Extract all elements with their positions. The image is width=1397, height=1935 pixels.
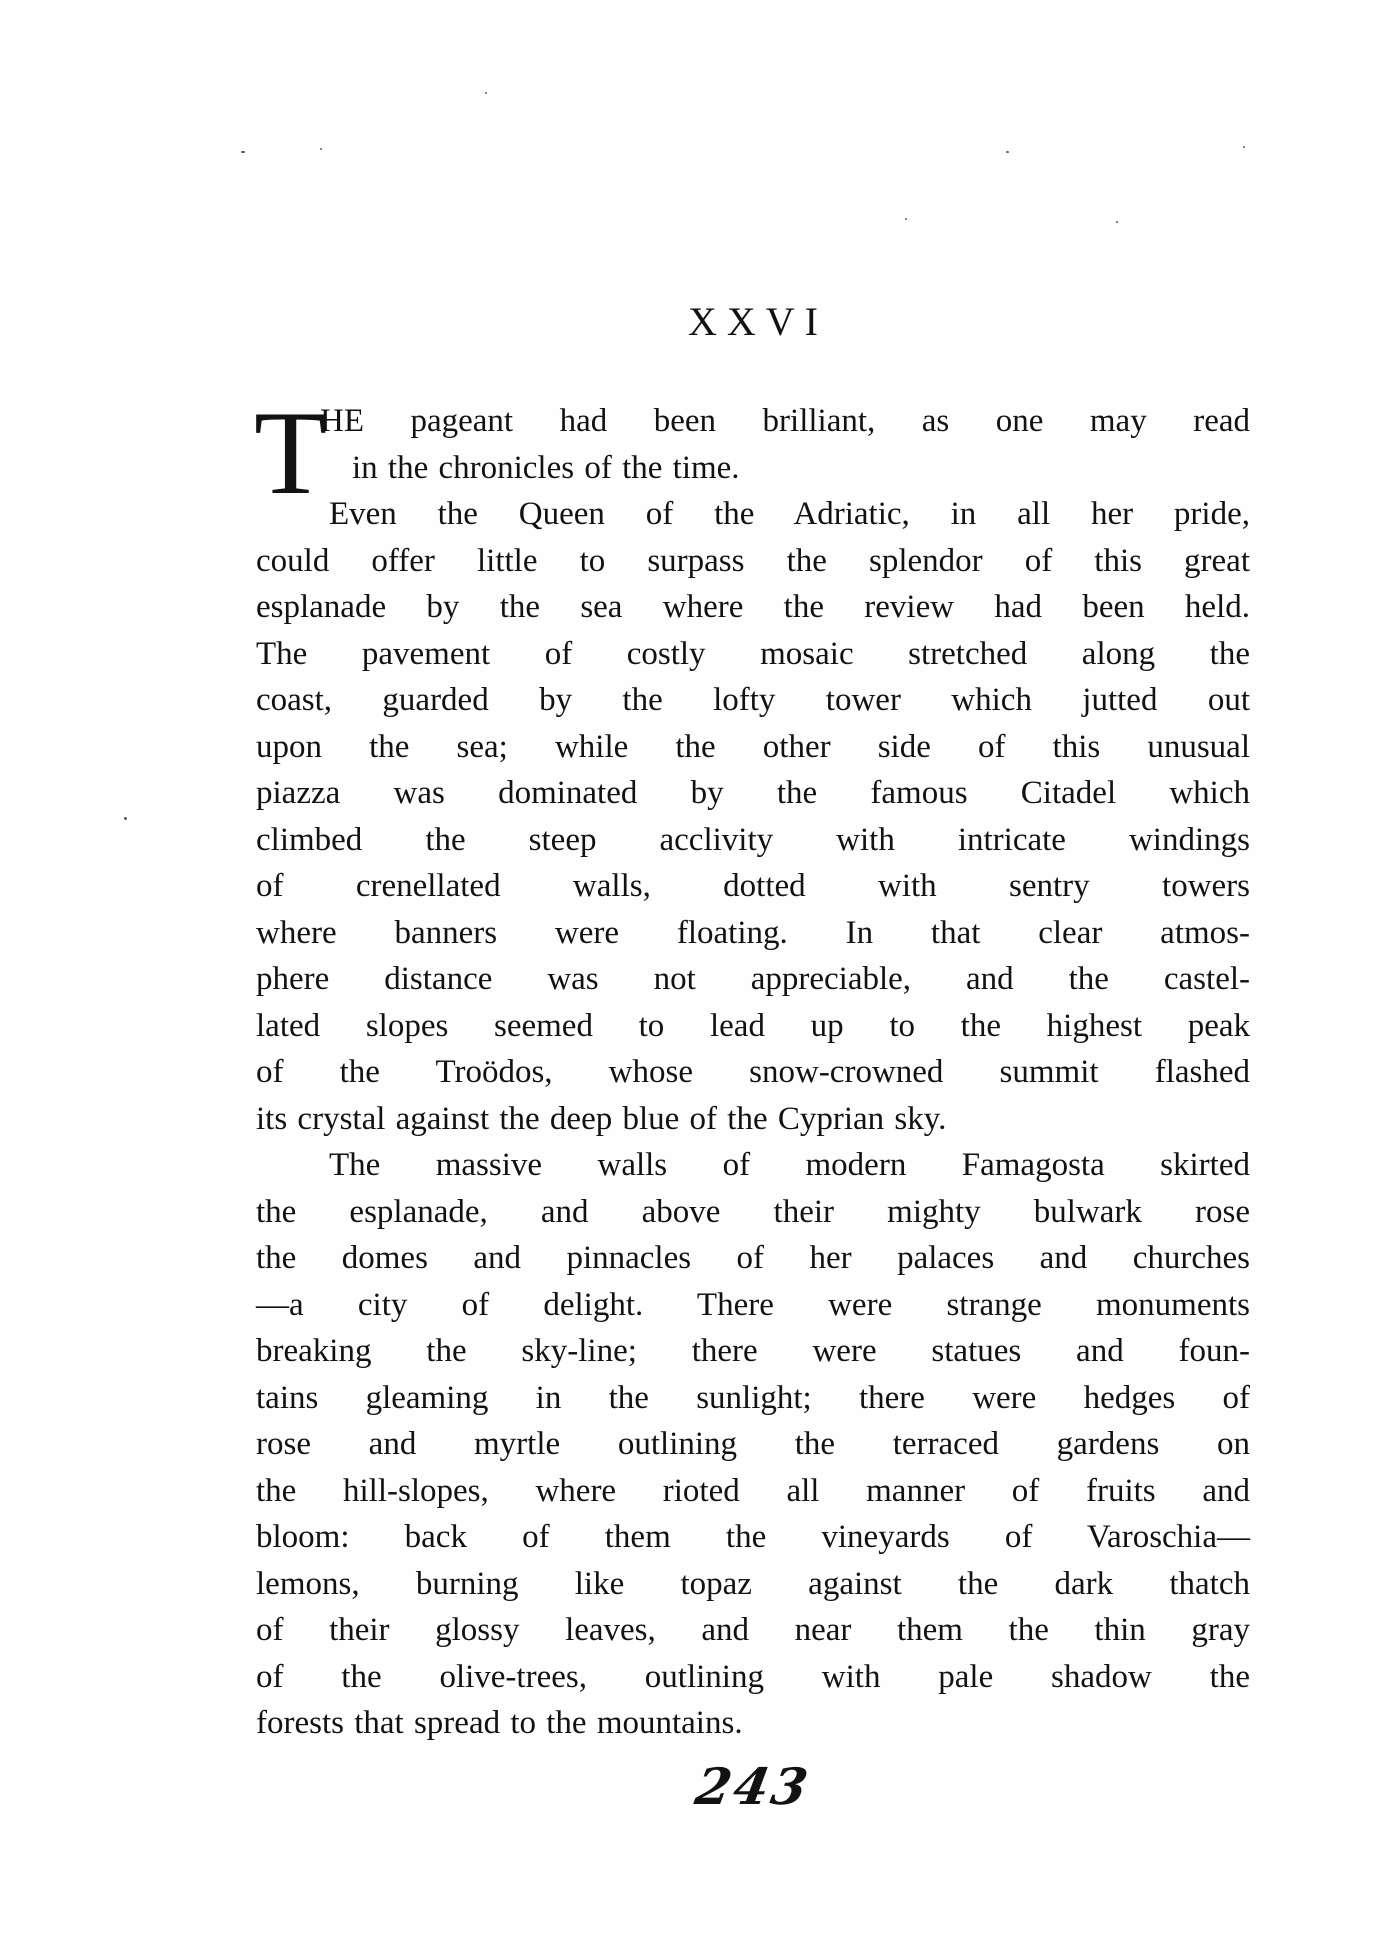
paragraph-3 — [256, 1142, 1250, 1747]
text-line: upon the sea; while the other side of this unusual — [256, 728, 1250, 765]
scan-speck — [1243, 146, 1245, 148]
text-line: in the chronicles of the time. — [352, 449, 740, 486]
drop-cap-letter: T — [254, 386, 328, 519]
paragraph-2 — [256, 491, 1250, 1142]
text-line: Even the Queen of the Adriatic, in all her pride, — [329, 496, 1250, 532]
text-line: The pavement of costly mosaic stretched along the — [256, 635, 1250, 672]
text-line: phere distance was not appreciable, and the castel- — [256, 961, 1250, 997]
scan-speck — [1006, 151, 1009, 153]
text-line: of their glossy leaves, and near them the thin gray — [256, 1612, 1250, 1648]
text-line: the hill-slopes, where rioted all manner of fruits and — [256, 1472, 1250, 1509]
text-line: where banners were floating. In that clear atmos- — [256, 914, 1250, 951]
text-line: rose and myrtle outlining the terraced gardens on — [256, 1426, 1250, 1462]
text-line: —a city of delight. There were strange monuments — [256, 1286, 1250, 1323]
text-line: The massive walls of modern Famagosta skirted — [329, 1147, 1250, 1183]
text-line: the domes and pinnacles of her palaces and churches — [256, 1240, 1250, 1276]
scan-speck — [241, 151, 245, 153]
text-line: of the olive-trees, outlining with pale shadow the — [256, 1658, 1250, 1695]
drop-cap — [254, 386, 328, 519]
chapter-heading: XXVI — [688, 299, 828, 344]
text-line: esplanade by the sea where the review had been held. — [256, 589, 1250, 625]
text-line: forests that spread to the mountains. — [256, 1705, 743, 1741]
text-column — [256, 298, 1250, 1815]
text-line: lated slopes seemed to lead up to the highest peak — [256, 1007, 1250, 1044]
text-line: of crenellated walls, dotted with sentry towers — [256, 868, 1250, 904]
text-line: breaking the sky-line; there were statues and foun- — [256, 1333, 1250, 1369]
scan-speck — [485, 92, 487, 94]
paragraph-1-lines — [320, 398, 1250, 491]
text-line: coast, guarded by the lofty tower which jutted out — [256, 682, 1250, 718]
scan-speck — [905, 218, 907, 220]
text-line: piazza was dominated by the famous Citadel which — [256, 775, 1250, 811]
text-line: could offer little to surpass the splendor of this great — [256, 542, 1250, 579]
scan-speck — [1116, 221, 1118, 223]
scan-speck — [320, 148, 322, 150]
text-line: climbed the steep acclivity with intricate windings — [256, 821, 1250, 858]
text-line: of the Troödos, whose snow-crowned summit flashed — [256, 1054, 1250, 1090]
text-line: HE pageant had been brilliant, as one may read — [320, 403, 1250, 439]
text-line: lemons, burning like topaz against the dark thatch — [256, 1565, 1250, 1602]
text-line: its crystal against the deep blue of the Cyprian sky. — [256, 1100, 947, 1137]
text-line: bloom: back of them the vineyards of Varoschia— — [256, 1519, 1250, 1555]
text-line: tains gleaming in the sunlight; there were hedges of — [256, 1379, 1250, 1416]
text-line: the esplanade, and above their mighty bulwark rose — [256, 1193, 1250, 1230]
scan-speck — [124, 817, 127, 820]
page-number: 243 — [691, 1756, 815, 1816]
